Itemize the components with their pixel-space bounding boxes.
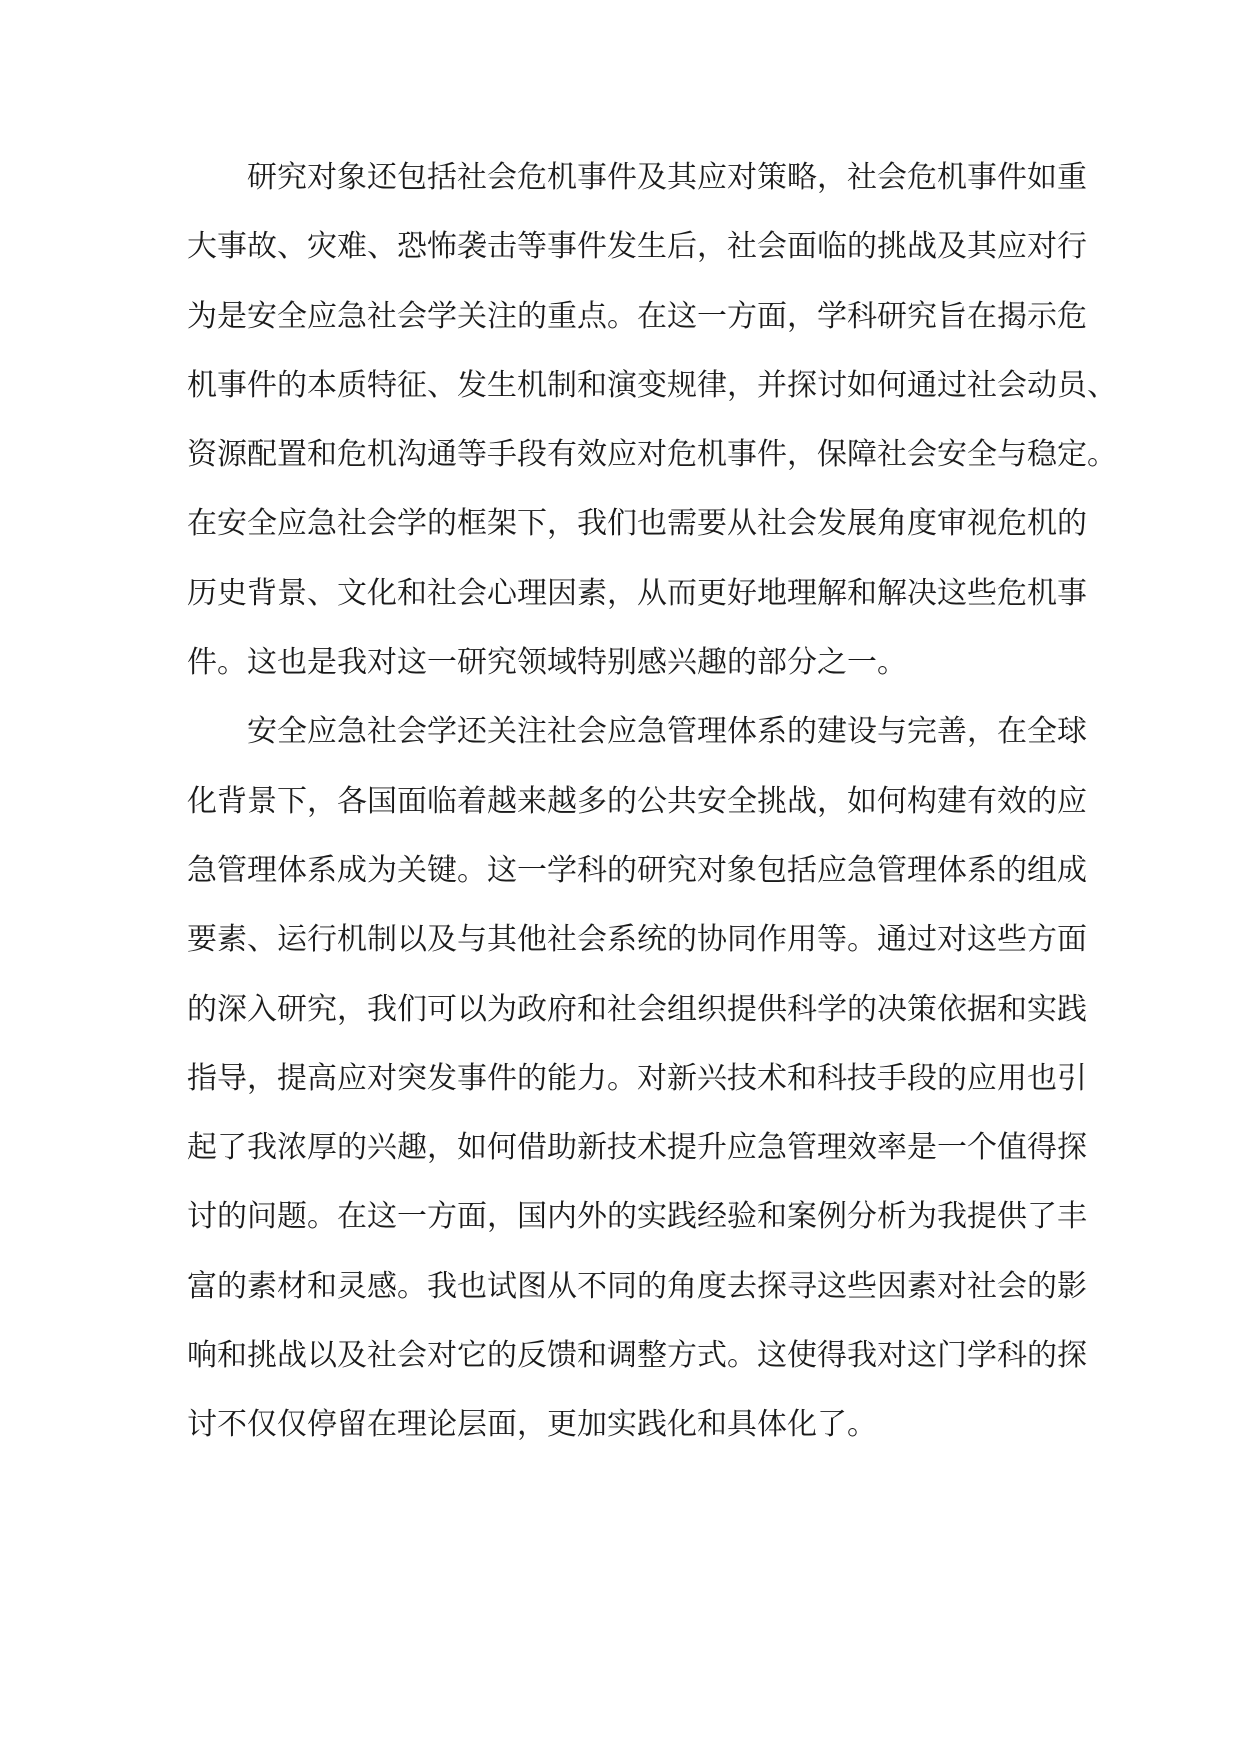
paragraph-1-line-3: 为是安全应急社会学关注的重点。在这一方面，学科研究旨在揭示危 <box>187 298 1087 334</box>
paragraph-2-line-3: 急管理体系成为关键。这一学科的研究对象包括应急管理体系的组成 <box>187 852 1087 888</box>
paragraph-2-line-7: 起了我浓厚的兴趣，如何借助新技术提升应急管理效率是一个值得探 <box>187 1130 1087 1166</box>
paragraph-1-line-7: 历史背景、文化和社会心理因素，从而更好地理解和解决这些危机事 <box>187 575 1087 611</box>
paragraph-2-line-1: 安全应急社会学还关注社会应急管理体系的建设与完善，在全球 <box>247 714 1087 750</box>
paragraph-2-line-2: 化背景下，各国面临着越来越多的公共安全挑战，如何构建有效的应 <box>187 783 1087 819</box>
paragraph-1-line-4: 机事件的本质特征、发生机制和演变规律，并探讨如何通过社会动员、 <box>187 367 1117 403</box>
paragraph-1-line-1: 研究对象还包括社会危机事件及其应对策略，社会危机事件如重 <box>247 160 1087 195</box>
paragraph-2-line-11: 讨不仅仅停留在理论层面，更加实践化和具体化了。 <box>187 1407 877 1443</box>
paragraph-1-line-6: 在安全应急社会学的框架下，我们也需要从社会发展角度审视危机的 <box>187 506 1087 542</box>
body-text <box>187 143 1117 1460</box>
paragraph-2-line-9: 富的素材和灵感。我也试图从不同的角度去探寻这些因素对社会的影 <box>187 1268 1087 1304</box>
paragraph-2-line-4: 要素、运行机制以及与其他社会系统的协同作用等。通过对这些方面 <box>187 922 1087 958</box>
paragraph-1-line-2: 大事故、灾难、恐怖袭击等事件发生后，社会面临的挑战及其应对行 <box>187 229 1087 265</box>
paragraph-1-line-5: 资源配置和危机沟通等手段有效应对危机事件，保障社会安全与稳定。 <box>187 437 1117 473</box>
paragraph-2-line-10: 响和挑战以及社会对它的反馈和调整方式。这使得我对这门学科的探 <box>187 1338 1087 1374</box>
paragraph-1-line-8: 件。这也是我对这一研究领域特别感兴趣的部分之一。 <box>187 645 907 681</box>
paragraph-2-line-8: 讨的问题。在这一方面，国内外的实践经验和案例分析为我提供了丰 <box>187 1199 1087 1235</box>
paragraph-2-line-5: 的深入研究，我们可以为政府和社会组织提供科学的决策依据和实践 <box>187 991 1087 1027</box>
paragraph-2-line-6: 指导，提高应对突发事件的能力。对新兴技术和科技手段的应用也引 <box>187 1060 1087 1096</box>
